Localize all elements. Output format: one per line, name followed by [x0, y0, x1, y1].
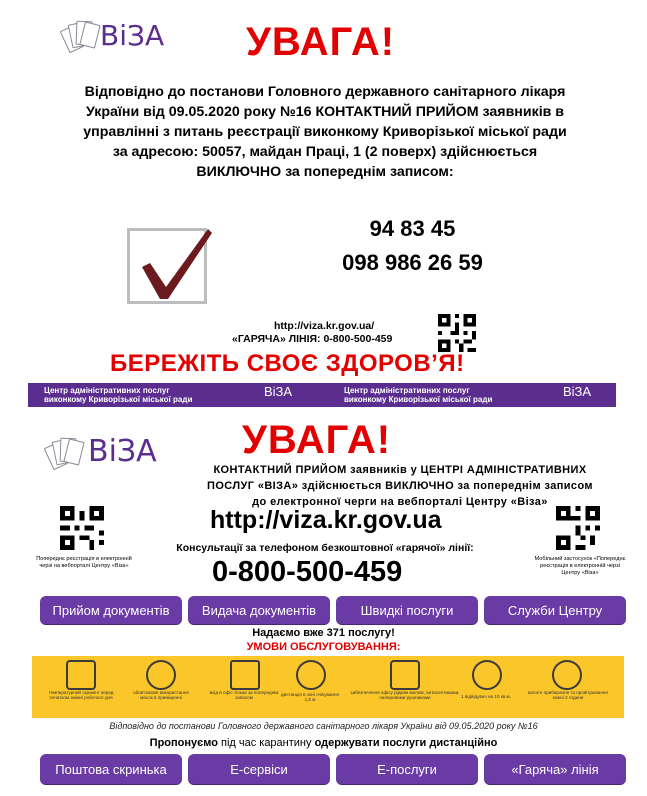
condition-5: забезпечення офісу рідким милом, антисептиками, паперовими рушниками [350, 690, 460, 701]
banner-text-right: Центр адміністративних послуг виконкому Криворізької міської ради [344, 386, 493, 404]
button-poshtova-skrynka[interactable]: Поштова скринька [40, 754, 182, 784]
condition-4: дистанція в зоні очікування 1,5 м [281, 692, 339, 703]
page-title: УВАГА! [246, 20, 396, 64]
notice-paragraph: Відповідно до постанови Головного державного санітарного лікаря України від 09.05.2020 року №16 КОНТАКТНИЙ ПРИЙОМ заявників в управлінні з питань реєстрації виконкому Криворізької міської ради за адресою: 50057, майдан Праці, 1 (2 поверх) здійснюється ВИКЛЮЧНО за попереднім записом: [83, 84, 567, 180]
logo-text: ВіЗА [100, 19, 165, 52]
top-hotline[interactable]: «ГАРЯЧА» ЛІНІЯ: 0-800-500-459 [232, 333, 393, 345]
bottom-title: УВАГА! [242, 418, 392, 462]
button-hariacha-liniia[interactable]: «Гаряча» лінія [484, 754, 626, 784]
bottom-paragraph: КОНТАКТНИЙ ПРИЙОМ заявників у ЦЕНТРІ АДМІНІСТРАТИВНИХ ПОСЛУГ «ВІЗА» здійснюється ВИКЛЮЧНО за попереднім записом до електронної черги на вебпорталі Центру «Віза» [207, 464, 593, 508]
person-icon [472, 660, 502, 690]
conditions-panel [32, 656, 624, 718]
logo-text: ВіЗА [88, 434, 157, 469]
mask-icon [146, 660, 176, 690]
button-priyom-dokumentiv[interactable]: Прийом документів [40, 596, 182, 624]
services-count: Надаємо вже 371 послугу! [252, 627, 395, 639]
checkbox-graphic [127, 228, 207, 304]
soap-dispenser-icon [390, 660, 420, 690]
distance-icon [296, 660, 326, 690]
calendar-icon [230, 660, 260, 690]
checkmark-icon [136, 225, 216, 301]
health-slogan: БЕРЕЖІТЬ СВОЄ ЗДОРОВ’Я! [110, 350, 465, 377]
banner-logo-right: ВіЗА [563, 384, 592, 399]
bottom-logo [44, 430, 174, 480]
qr-code-icon[interactable] [438, 314, 476, 352]
papers-icon [44, 432, 88, 478]
thermometer-icon [66, 660, 96, 690]
condition-1: температурний скринінг перед початком зміни/ робочого дня [48, 690, 114, 701]
qr-code-left-icon[interactable] [60, 506, 104, 550]
phone-2[interactable]: 098 986 26 59 [342, 250, 483, 275]
condition-2: обов'язкове використання масок в приміщенні [133, 690, 189, 701]
button-sluzhby-tsentru[interactable]: Служби Центру [484, 596, 626, 624]
condition-6: 1 відвідувач на 10 кв.м. [461, 694, 511, 699]
condition-7: вологе прибирання та провітрювання кожні 2 години [528, 690, 608, 701]
banner-logo-left: ВіЗА [264, 384, 293, 399]
phone-1[interactable]: 94 83 45 [369, 216, 456, 241]
button-e-posluhy[interactable]: Е-послуги [336, 754, 478, 784]
condition-3: вхід в офіс тільки за попереднім записом [209, 690, 279, 701]
bottom-url[interactable]: http://viza.kr.gov.ua [210, 506, 442, 534]
qr-left-caption: Попереднє реєстрація в електронній черзі на вебпорталі Центру «Віза» [36, 556, 132, 569]
footnote: Відповідно до постанови Головного державного санітарного лікаря України від 09.05.2020 року №16 [109, 721, 538, 731]
conditions-title: УМОВИ ОБСЛУГОВУВАННЯ: [246, 641, 401, 653]
offer-line: Пропонуємо під час карантину одержувати послуги дистанційно [149, 737, 498, 749]
banner-strip [28, 383, 616, 407]
qr-code-right-icon[interactable] [556, 506, 600, 550]
papers-icon [60, 17, 100, 61]
button-vydacha-dokumentiv[interactable]: Видача документів [188, 596, 330, 624]
banner-text-left: Центр адміністративних послуг виконкому Криворізької міської ради [44, 386, 193, 404]
button-e-servisy[interactable]: Е-сервіси [188, 754, 330, 784]
top-url[interactable]: http://viza.kr.gov.ua/ [274, 320, 375, 332]
qr-right-caption: Мобільний застосунок «Попереднє реєстрація в електронній черзі Центру «Віза» [534, 556, 626, 576]
cleaning-icon [552, 660, 582, 690]
button-shvydki-posluhy[interactable]: Швидкі послуги [336, 596, 478, 624]
consult-text: Консультації за телефоном безкоштовної «гарячої» лінії: [176, 542, 474, 554]
top-logo [60, 15, 180, 63]
hotline-number[interactable]: 0-800-500-459 [212, 556, 403, 588]
